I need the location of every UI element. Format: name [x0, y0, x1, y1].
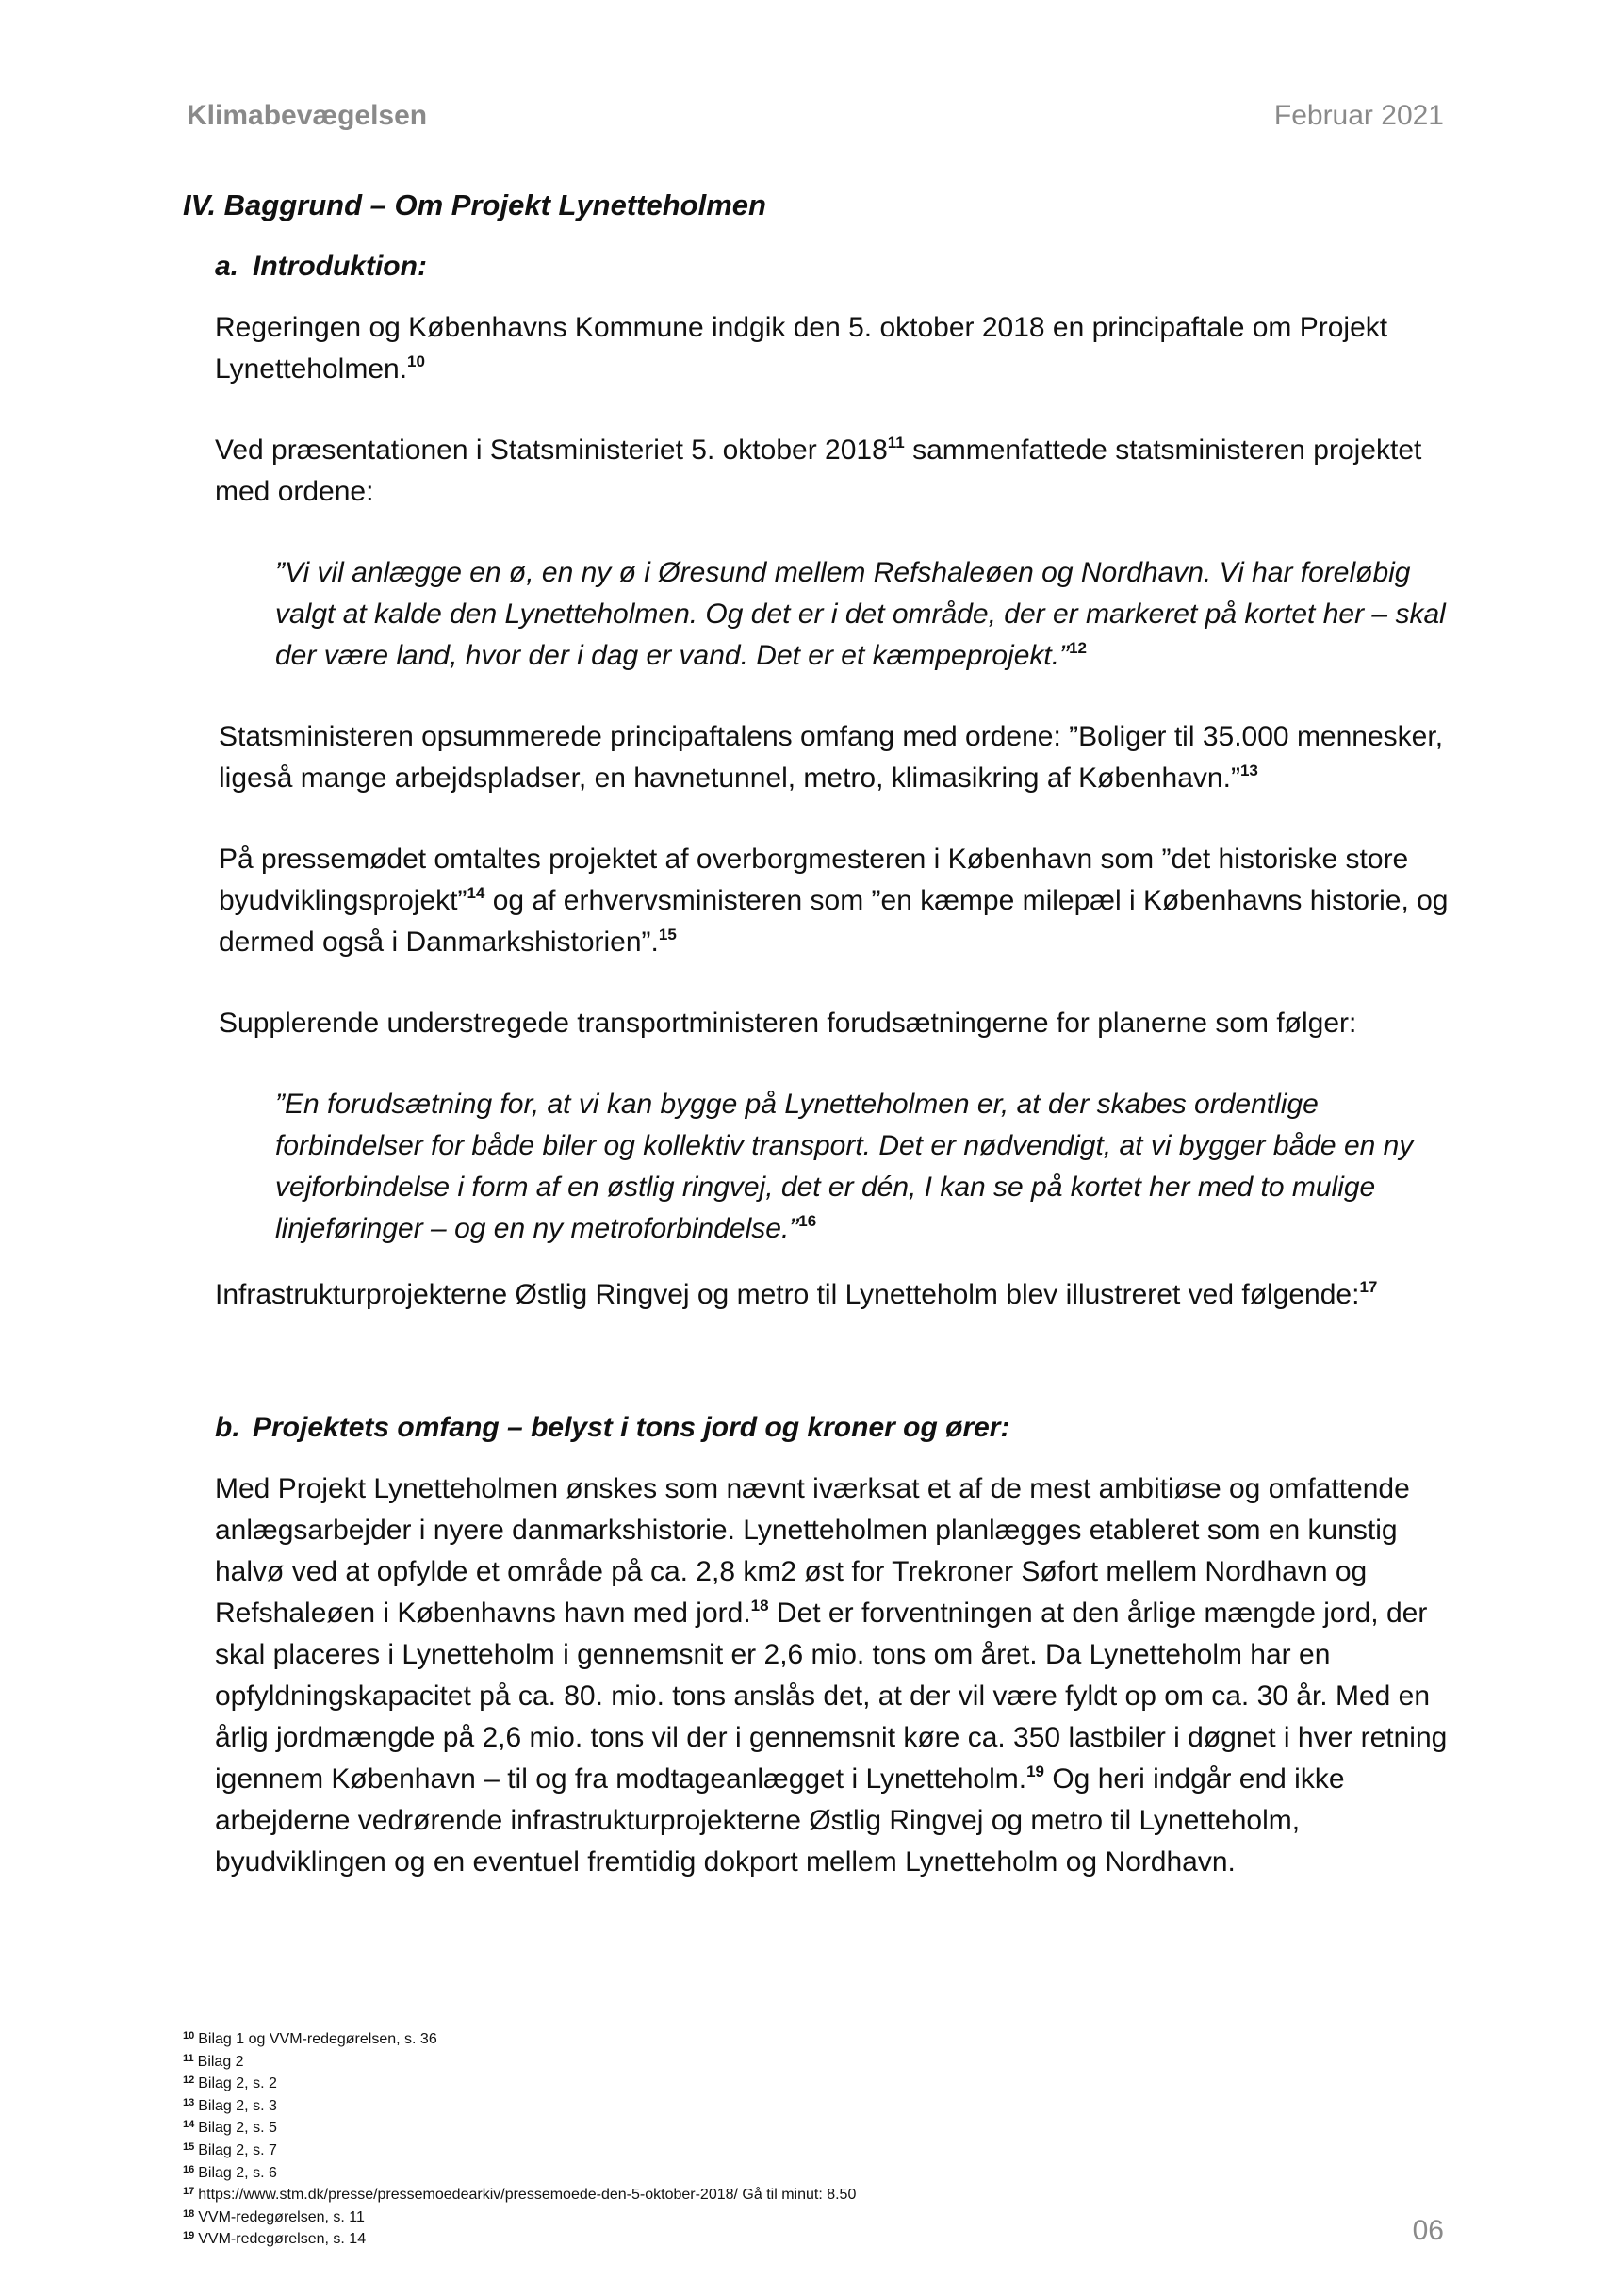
footnote-text: Bilag 2 — [197, 2053, 244, 2070]
paragraph-2-text-a: Ved præsentationen i Statsministeriet 5. oktober 2018 — [215, 435, 888, 466]
paragraph-6-text: Infrastrukturprojekterne Østlig Ringvej og metro til Lynetteholm blev illustreret ved følgende: — [215, 1279, 1360, 1310]
footnote-item — [183, 2140, 1314, 2162]
footnote-item — [183, 2095, 1314, 2118]
footnote-number: 17 — [183, 2186, 195, 2198]
paragraph-4-text-b: og af erhvervsministeren som ”en kæmpe milepæl i Københavns historie, og dermed også i Danmarkshistorien”. — [219, 885, 1449, 958]
quote-1 — [275, 552, 1450, 677]
footnote-number: 16 — [183, 2163, 195, 2175]
paragraph-7-text-c: Og heri indgår end ikke arbejderne vedrørende infrastrukturprojekterne Østlig Ringvej og metro til Lynetteholm, byudviklingen og en eventuel fremtidig dokport mellem Lynetteholm og Nordhavn. — [215, 1763, 1345, 1878]
subsection-b-number: b. — [215, 1412, 240, 1443]
footnote-ref-16[interactable]: 16 — [798, 1212, 817, 1230]
paragraph-4-text-a: På pressemødet omtaltes projektet af overborgmesteren i København som ”det historiske store byudviklingsprojekt” — [219, 844, 1409, 916]
paragraph-5 — [219, 1003, 1450, 1044]
footnote-ref-10[interactable]: 10 — [407, 353, 425, 370]
subsection-b-heading — [215, 1408, 1450, 1448]
paragraph-1 — [215, 307, 1450, 390]
footnote-ref-18[interactable]: 18 — [750, 1597, 769, 1615]
footnotes-list — [183, 2028, 1314, 2251]
paragraph-6 — [215, 1274, 1450, 1316]
footnote-item — [183, 2117, 1314, 2140]
footnote-number: 15 — [183, 2140, 195, 2153]
footnote-number: 11 — [183, 2052, 194, 2064]
footnote-number: 18 — [183, 2207, 195, 2220]
header-organization: Klimabevægelsen — [187, 100, 428, 131]
footnote-item — [183, 2228, 1314, 2251]
header-date: Februar 2021 — [1273, 100, 1444, 131]
footnote-ref-14[interactable]: 14 — [467, 884, 485, 902]
quote-2 — [275, 1084, 1450, 1250]
section-spacer — [183, 1355, 1450, 1408]
subsection-a-title: Introduktion: — [253, 251, 427, 282]
paragraph-1-text: Regeringen og Københavns Kommune indgik den 5. oktober 2018 en principaftale om Projekt Lynetteholmen. — [215, 312, 1388, 385]
paragraph-2 — [215, 430, 1450, 513]
footnote-item — [183, 2073, 1314, 2095]
footnote-number: 10 — [183, 2030, 195, 2042]
footnote-item — [183, 2028, 1314, 2051]
footnote-text: Bilag 2, s. 7 — [198, 2141, 277, 2158]
footnote-ref-15[interactable]: 15 — [658, 926, 677, 943]
footnote-text: Bilag 2, s. 5 — [198, 2120, 277, 2137]
footnote-item — [183, 2162, 1314, 2185]
footnote-text: Bilag 2, s. 6 — [198, 2164, 277, 2181]
footnote-item — [183, 2206, 1314, 2229]
footnote-ref-19[interactable]: 19 — [1026, 1763, 1045, 1780]
paragraph-7-text-b: Det er forventningen at den årlige mængde jord, der skal placeres i Lynetteholm i gennemsnit er 2,6 mio. tons om året. Da Lynetteholm har en opfyldningskapacitet på ca. 80. mio. tons anslås det, at der vil være fyldt op om ca. 30 år. Med en årlig jordmængde på 2,6 mio. tons vil der i gennemsnit køre ca. 350 lastbiler i døgnet i hver retning igennem København – til og fra modtageanlægget i Lynetteholm. — [215, 1598, 1448, 1795]
footnote-number: 19 — [183, 2230, 195, 2242]
subsection-a-number: a. — [215, 251, 239, 282]
footnote-text: VVM-redegørelsen, s. 14 — [198, 2231, 367, 2248]
footnote-ref-17[interactable]: 17 — [1359, 1278, 1378, 1296]
section-title: IV. Baggrund – Om Projekt Lynetteholmen — [183, 189, 766, 221]
footnote-item — [183, 2051, 1314, 2074]
paragraph-3 — [219, 716, 1450, 799]
footnote-item — [183, 2184, 1314, 2206]
page-number: 06 — [1412, 2215, 1444, 2246]
paragraph-2-text-b: sammenfattede statsministeren projektet med ordene: — [215, 435, 1422, 507]
footnote-text: Bilag 1 og VVM-redegørelsen, s. 36 — [198, 2031, 437, 2047]
paragraph-4 — [219, 839, 1450, 963]
footnote-link[interactable]: https://www.stm.dk/presse/pressemoedearkiv/pressemoede-den-5-oktober-2018/ Gå til minut: 8.50 — [198, 2187, 857, 2204]
footnote-ref-11[interactable]: 11 — [887, 434, 905, 451]
quote-2-text: ”En forudsætning for, at vi kan bygge på Lynetteholmen er, at der skabes ordentlige forbindelser for både biler og kollektiv transport. Det er nødvendigt, at vi bygger både en ny vejforbindelse i form af en østlig ringvej, det er dén, I kan se på kortet her med to mulige linjeføringer – og en ny metroforbindelse.” — [275, 1089, 1414, 1244]
paragraph-7 — [215, 1468, 1450, 1883]
paragraph-5-text: Supplerende understregede transportministeren forudsætningerne for planerne som følger: — [219, 1008, 1357, 1039]
footnote-text: Bilag 2, s. 2 — [198, 2075, 277, 2092]
subsection-b-title: Projektets omfang – belyst i tons jord og kroner og ører: — [253, 1412, 1010, 1443]
footnote-text: VVM-redegørelsen, s. 11 — [198, 2208, 365, 2225]
quote-1-text: ”Vi vil anlægge en ø, en ny ø i Øresund mellem Refshaleøen og Nordhavn. Vi har foreløbig valgt at kalde den Lynetteholmen. Og det er i det område, der er markeret på kortet her – skal der være land, hvor der i dag er vand. Det er et kæmpeprojekt.” — [275, 557, 1446, 671]
footnote-number: 12 — [183, 2075, 195, 2087]
paragraph-7-text-a: Med Projekt Lynetteholmen ønskes som nævnt iværksat et af de mest ambitiøse og omfattende anlægsarbejder i nyere danmarkshistorie. Lynetteholmen planlægges etableret som en kunstig halvø ved at opfylde et område på ca. 2,8 km2 øst for Trekroner Søfort mellem Nordhavn og Refshaleøen i Københavns havn med jord. — [215, 1473, 1410, 1629]
footnote-number: 13 — [183, 2096, 195, 2108]
main-content — [183, 185, 1450, 1883]
footnote-text: Bilag 2, s. 3 — [198, 2097, 277, 2114]
footnote-number: 14 — [183, 2119, 195, 2131]
footnote-ref-13[interactable]: 13 — [1239, 762, 1258, 779]
paragraph-3-text: Statsministeren opsummerede principaftalens omfang med ordene: ”Boliger til 35.000 mennesker, ligeså mange arbejdspladser, en havnetunnel, metro, klimasikring af København.” — [219, 721, 1444, 794]
subsection-a-heading — [215, 247, 1450, 287]
footnote-ref-12[interactable]: 12 — [1069, 639, 1087, 657]
